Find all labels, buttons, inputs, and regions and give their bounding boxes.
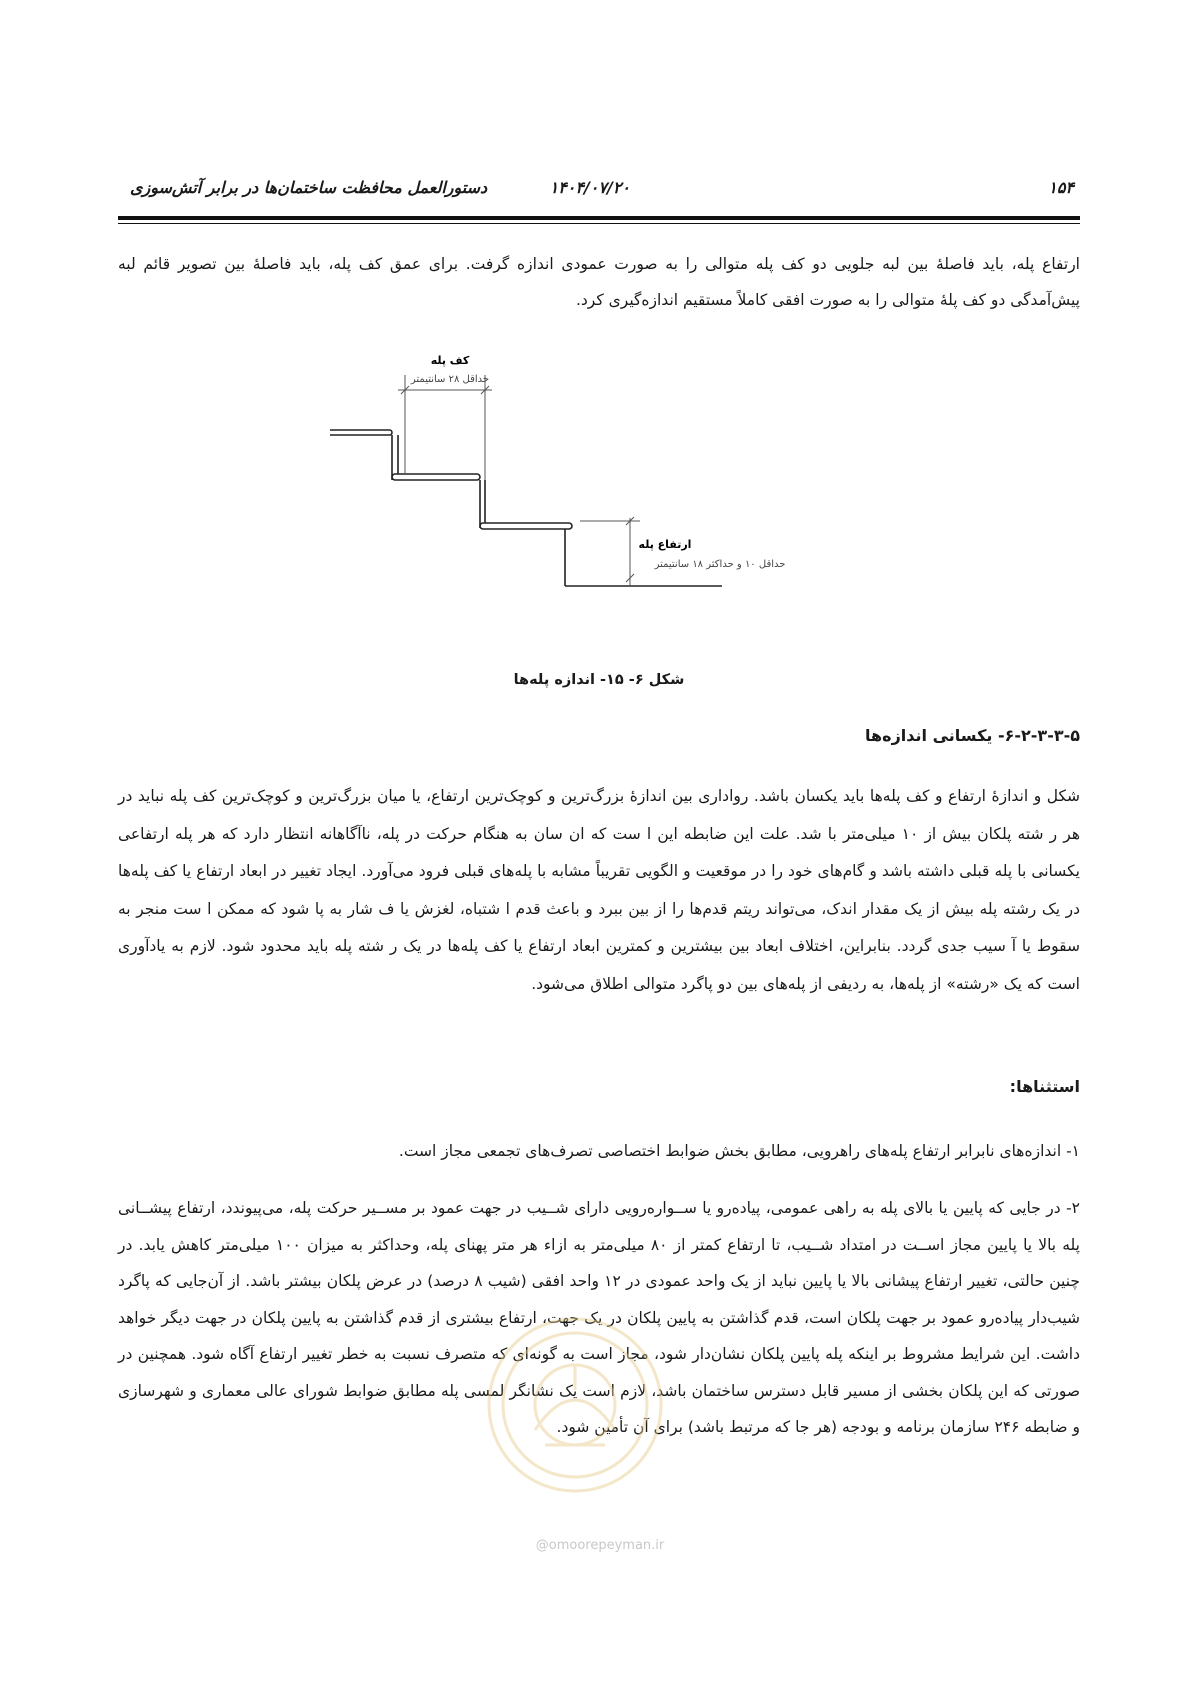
header-date: ۱۴۰۴/۰۷/۲۰ <box>549 178 630 197</box>
page-number: ۱۵۴ <box>1048 178 1074 197</box>
figure-caption: شکل ۶- ۱۵- اندازه پله‌ها <box>513 672 685 688</box>
tread-dimension <box>398 375 492 480</box>
section-paragraph: شکل و اندازهٔ ارتفاع و کف پله‌ها باید یکسان باشد. رواداری بین اندازهٔ بزرگ‌ترین و کوچک‌ترین ارتفاع، یا میان بزرگ‌ترین و کوچک‌ترین کف پله نباید در هر ر شته پلکان بیش از ۱۰ میلی‌متر با شد. علت این ضابطه این ا ست که ان سان به هنگام حرکت در پله، ناآگاهانه انتظار دارد که هر پله ارتفاعی یکسانی با پله قبلی داشته باشد و گام‌های خود را در موقعیت و الگویی تقریباً مشابه با پله‌های قبلی فرود می‌آورد. ایجاد تغییر در ابعاد ارتفاع یا کف پله‌ها در یک رشته پله بیش از یک مقدار اندک، می‌تواند ریتم قدم‌ها را از بین ببرد و باعث قدم ا شتباه، لغزش یا ف شار به پا شود که ممکن ا ست منجر به سقوط یا آ سیب جدی گردد. بنابراین، اختلاف ابعاد بین بیشترین و کمترین ابعاد ارتفاع یا کف پله‌ها در یک ر شته پله باید محدود شود. لازم به یادآوری است که یک «رشته» از پله‌ها، به ردیفی از پله‌های بین دو پاگرد متوالی اطلاق می‌شود. <box>118 787 1080 993</box>
tread-dimension-text: حداقل ۲۸ سانتیمتر <box>410 374 490 385</box>
exception-item-1: ۱- اندازه‌های نابرابر ارتفاع پله‌های راهرویی، مطابق بخش ضوابط اختصاصی تصرف‌های تجمعی مجاز است. <box>398 1142 1080 1160</box>
stair-dimension-figure <box>330 350 870 650</box>
page-header <box>118 172 1080 206</box>
tread-middle <box>392 474 480 480</box>
watermark-seal-icon <box>480 1310 670 1500</box>
header-title: دستورالعمل محافظت ساختمان‌ها در برابر آتش‌سوزی <box>130 178 488 197</box>
header-rule-thin <box>118 223 1080 224</box>
section-title: ۶-۲-۳-۳-۵- یکسانی اندازه‌ها <box>865 726 1080 745</box>
intro-paragraph: ارتفاع پله، باید فاصلهٔ بین لبه جلویی دو کف پله متوالی را به صورت عمودی اندازه گرفت. برای عمق کف پله، باید فاصلهٔ بین تصویر قائم لبه پیش‌آمدگی دو کف پلهٔ متوالی را به صورت افقی کاملاً مستقیم اندازه‌گیری کرد. <box>118 255 1080 309</box>
tread-bottom <box>480 523 572 529</box>
tread-top <box>330 430 392 435</box>
tread-label: کف پله <box>430 354 470 367</box>
riser-label: ارتفاع پله <box>638 538 692 551</box>
riser-dimension <box>580 517 640 586</box>
header-rule-thick <box>118 216 1080 220</box>
exception-item-2: ۲- در جایی که پایین یا بالای پله به راهی عمومی، پیاده‌رو یا ســواره‌رویی دارای شــیب در جهت عمود بر مســیر حرکت پله، می‌پیوندد، ارتفاع پیشــانی پله بالا یا پایین مجاز اســت در امتداد شــیب، تا ارتفاع کمتر از ۸۰ میلی‌متر به ازاء هر متر پهنای پله، وحداکثر به میزان ۱۰۰ میلی‌متر کاهش یابد. در چنین حالتی، تغییر ارتفاع پیشانی بالا یا پایین نباید از یک واحد عمودی در ۱۲ واحد افقی (شیب ۸ درصد) در عرض پلکان بیشتر باشد. از آن‌جایی که پاگرد شیب‌دار پیاده‌رو عمود بر جهت پلکان است، قدم گذاشتن به پایین پلکان در یک جهت، ارتفاع بیشتری از قدم گذاشتن به پایین پلکان در جهت دیگر خواهد داشت. این شرایط مشروط بر اینکه پله پایین پلکان نشان‌دار شود، مجاز است به گونه‌ای که متصرف نسبت به خطر تغییر ارتفاع آگاه شود. همچنین در صورتی که این پلکان بخشی از مسیر قابل دسترس ساختمان باشد، لازم است یک نشانگر لمسی پله مطابق ضوابط شورای عالی معماری و شهرسازی و ضابطه ۲۴۶ سازمان برنامه و بودجه (هر جا که مرتبط باشد) برای آن تأمین شود. <box>118 1199 1080 1436</box>
watermark-text: @omoorepeyman.ir <box>535 1538 665 1553</box>
riser-dimension-text: حداقل ۱۰ و حداکثر ۱۸ سانتیمتر <box>654 559 786 570</box>
exceptions-title: استثناها: <box>1009 1077 1080 1096</box>
